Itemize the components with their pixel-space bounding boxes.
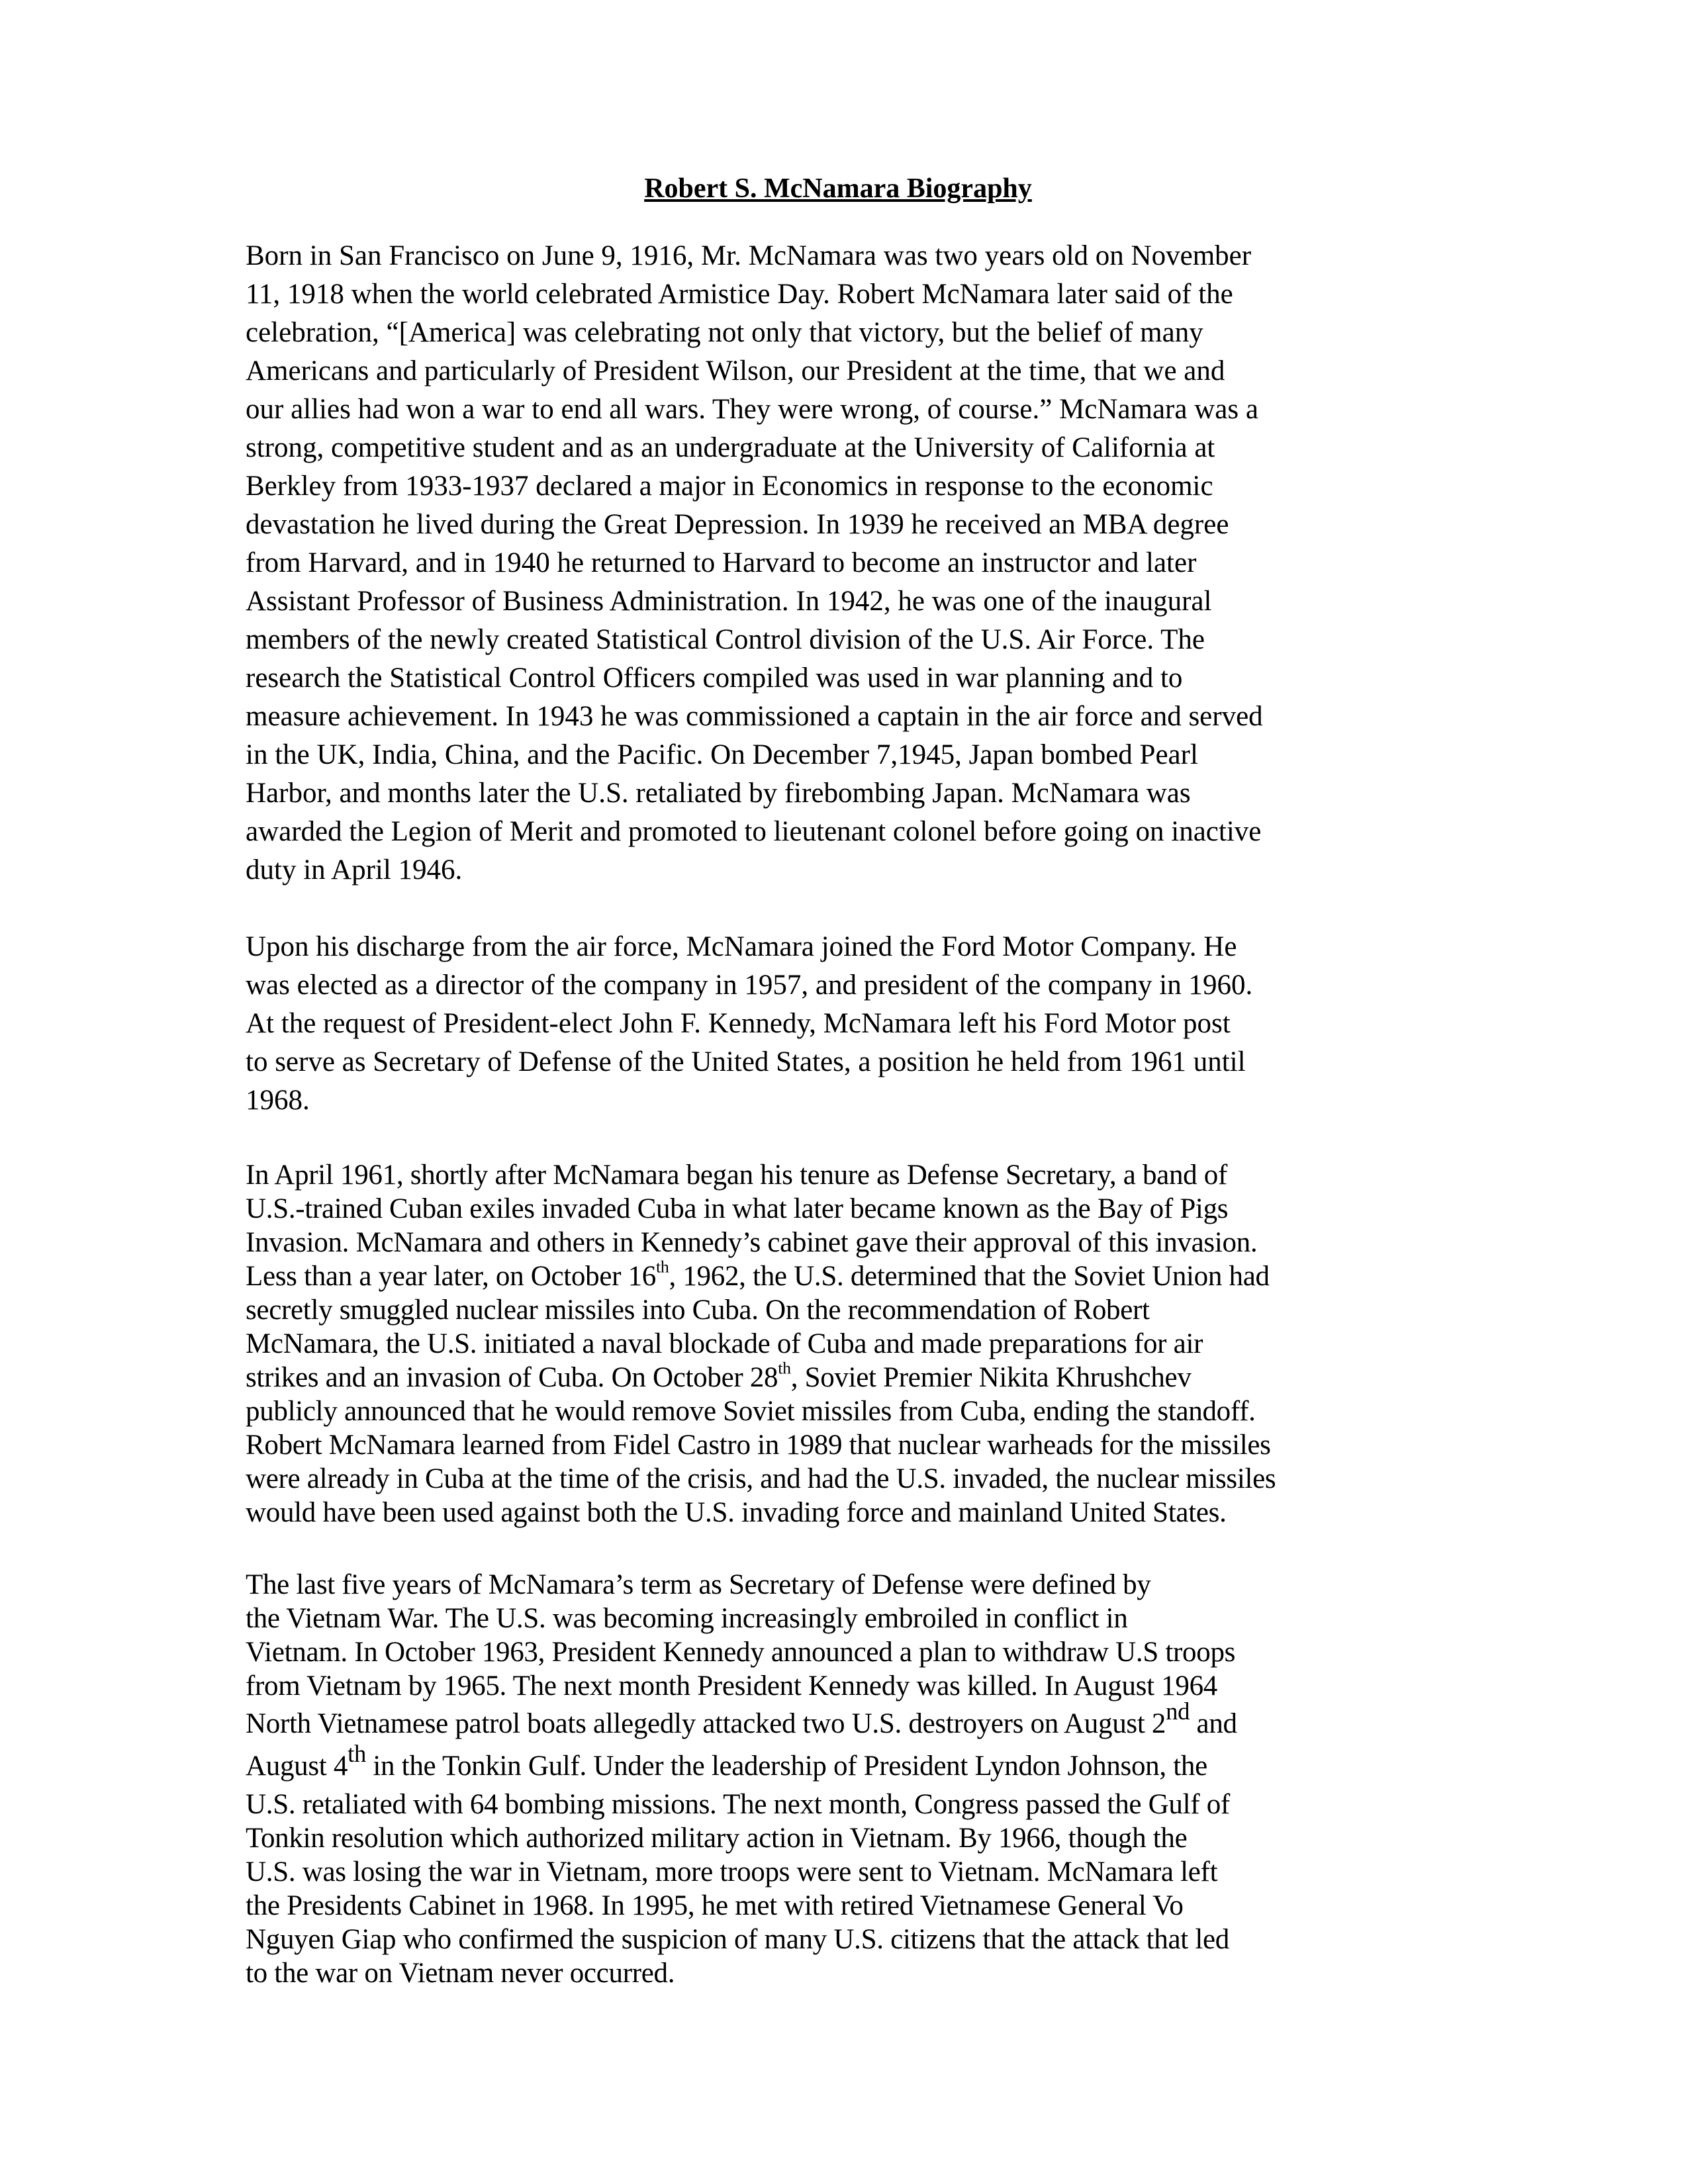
text-line: 11, 1918 when the world celebrated Armistice Day. Robert McNamara later said of the: [246, 279, 1233, 310]
text-line: Robert McNamara learned from Fidel Castro in 1989 that nuclear warheads for the missiles: [246, 1430, 1271, 1461]
text-line: research the Statistical Control Officers compiled was used in war planning and to: [246, 662, 1183, 694]
paragraph-ford-motor: [246, 928, 1430, 1120]
text-line: celebration, “[America] was celebrating not only that victory, but the belief of many: [246, 317, 1203, 348]
text-line: was elected as a director of the company in 1957, and president of the company in 1960.: [246, 970, 1253, 1001]
text-segment: , 1962, the U.S. determined that the Soviet Union had: [669, 1261, 1270, 1292]
paragraph-cuba: [246, 1158, 1430, 1529]
text-line: Harbor, and months later the U.S. retaliated by firebombing Japan. McNamara was: [246, 778, 1191, 809]
text-line: U.S. retaliated with 64 bombing missions. The next month, Congress passed the Gulf of: [246, 1789, 1230, 1820]
text-line: At the request of President-elect John F. Kennedy, McNamara left his Ford Motor post: [246, 1008, 1231, 1039]
text-line: Vietnam. In October 1963, President Kennedy announced a plan to withdraw U.S troops: [246, 1637, 1236, 1668]
text-line: publicly announced that he would remove Soviet missiles from Cuba, ending the standoff.: [246, 1396, 1256, 1427]
superscript: th: [655, 1257, 669, 1277]
text-line: In April 1961, shortly after McNamara began his tenure as Defense Secretary, a band of: [246, 1160, 1228, 1191]
text-line: in the UK, India, China, and the Pacific. On December 7,1945, Japan bombed Pearl: [246, 739, 1198, 770]
text-segment: in the Tonkin Gulf. Under the leadership of President Lyndon Johnson, the: [365, 1751, 1207, 1782]
text-line: [246, 1259, 1430, 1293]
text-line: [246, 1697, 1430, 1745]
document-page: [246, 169, 1430, 1990]
superscript: nd: [1166, 1697, 1190, 1725]
text-line: Invasion. McNamara and others in Kennedy’s cabinet gave their approval of this invasion.: [246, 1227, 1258, 1258]
text-segment: Less than a year later, on October 16: [246, 1261, 656, 1292]
text-line: measure achievement. In 1943 he was commissioned a captain in the air force and served: [246, 701, 1263, 732]
text-line: Tonkin resolution which authorized military action in Vietnam. By 1966, though the: [246, 1823, 1188, 1854]
text-line: from Harvard, and in 1940 he returned to Harvard to become an instructor and later: [246, 547, 1197, 578]
text-line: the Vietnam War. The U.S. was becoming increasingly embroiled in conflict in: [246, 1603, 1128, 1634]
text-line: from Vietnam by 1965. The next month President Kennedy was killed. In August 1964: [246, 1670, 1217, 1702]
text-line: members of the newly created Statistical Control division of the U.S. Air Force. The: [246, 624, 1205, 655]
paragraph-vietnam: [246, 1568, 1430, 1990]
text-segment: strikes and an invasion of Cuba. On October 28: [246, 1362, 778, 1393]
text-segment: , Soviet Premier Nikita Khrushchev: [790, 1362, 1192, 1393]
text-line: Assistant Professor of Business Administration. In 1942, he was one of the inaugural: [246, 586, 1212, 617]
text-line: the Presidents Cabinet in 1968. In 1995, he met with retired Vietnamese General Vo: [246, 1890, 1184, 1921]
text-segment: North Vietnamese patrol boats allegedly attacked two U.S. destroyers on August 2: [246, 1708, 1166, 1739]
text-line: McNamara, the U.S. initiated a naval blockade of Cuba and made preparations for air: [246, 1328, 1203, 1359]
text-line: Born in San Francisco on June 9, 1916, Mr. McNamara was two years old on November: [246, 240, 1252, 271]
text-line: awarded the Legion of Merit and promoted to lieutenant colonel before going on inactive: [246, 816, 1262, 847]
text-line: 1968.: [246, 1085, 310, 1116]
text-line: [246, 1739, 1430, 1788]
text-line: would have been used against both the U.S. invading force and mainland United States.: [246, 1497, 1227, 1528]
text-line: devastation he lived during the Great Depression. In 1939 he received an MBA degree: [246, 509, 1229, 540]
text-line: strong, competitive student and as an undergraduate at the University of California at: [246, 432, 1215, 463]
text-line: were already in Cuba at the time of the crisis, and had the U.S. invaded, the nuclear missiles: [246, 1463, 1276, 1494]
text-line: Nguyen Giap who confirmed the suspicion of many U.S. citizens that the attack that led: [246, 1924, 1229, 1955]
text-line: U.S. was losing the war in Vietnam, more troops were sent to Vietnam. McNamara left: [246, 1856, 1218, 1888]
text-line: to serve as Secretary of Defense of the United States, a position he held from 1961 until: [246, 1046, 1246, 1077]
document-title: Robert S. McNamara Biography: [644, 173, 1032, 204]
paragraph-early-life: [246, 237, 1430, 889]
text-line: Upon his discharge from the air force, McNamara joined the Ford Motor Company. He: [246, 931, 1237, 962]
text-line: U.S.-trained Cuban exiles invaded Cuba in what later became known as the Bay of Pigs: [246, 1193, 1229, 1224]
superscript: th: [778, 1358, 791, 1378]
text-line: secretly smuggled nuclear missiles into Cuba. On the recommendation of Robert: [246, 1295, 1150, 1326]
text-line: duty in April 1946.: [246, 854, 463, 886]
text-line: Berkley from 1933-1937 declared a major in Economics in response to the economic: [246, 471, 1213, 502]
text-line: The last five years of McNamara’s term as Secretary of Defense were defined by: [246, 1569, 1151, 1600]
text-line: [246, 1358, 1430, 1394]
text-line: to the war on Vietnam never occurred.: [246, 1958, 675, 1989]
text-line: our allies had won a war to end all wars. They were wrong, of course.” McNamara was a: [246, 394, 1258, 425]
text-segment: and: [1190, 1708, 1237, 1739]
text-line: Americans and particularly of President Wilson, our President at the time, that we and: [246, 355, 1225, 387]
superscript: th: [348, 1739, 366, 1767]
text-segment: August 4: [246, 1751, 348, 1782]
